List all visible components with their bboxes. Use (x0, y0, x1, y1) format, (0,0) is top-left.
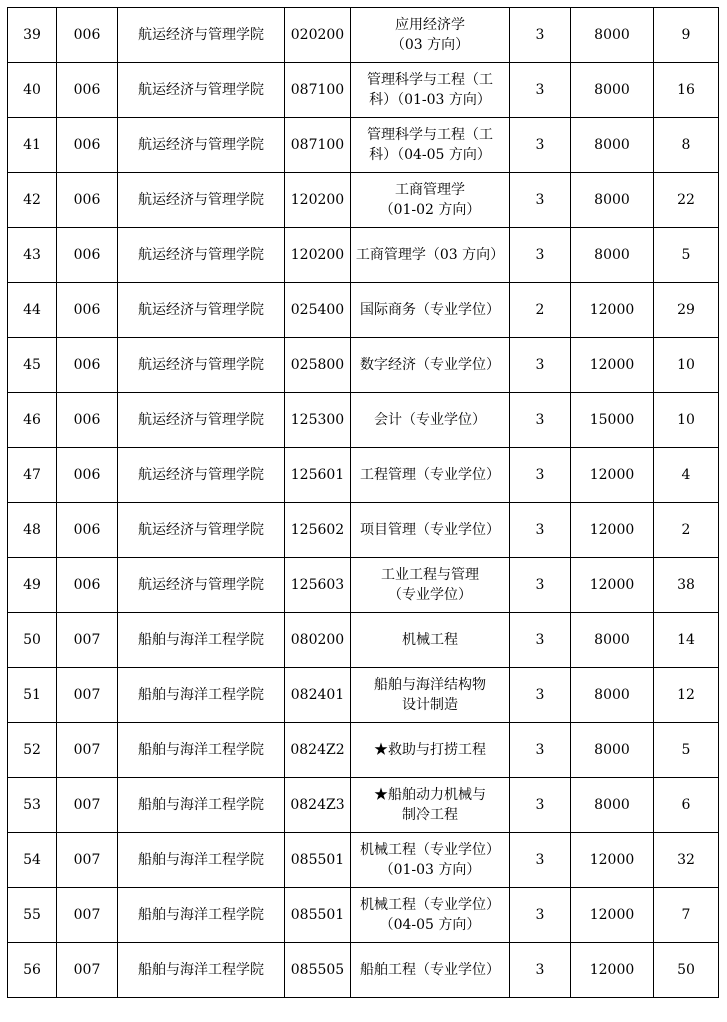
study-years-cell: 3 (510, 888, 571, 943)
major-name-line: 国际商务（专业学位） (360, 302, 500, 318)
study-years-cell: 3 (510, 8, 571, 63)
study-years-cell: 3 (510, 558, 571, 613)
major-code-cell: 025400 (285, 283, 351, 338)
tuition-fee-cell: 12000 (571, 283, 654, 338)
major-name-cell (351, 448, 510, 503)
major-code-cell: 125603 (285, 558, 351, 613)
row-number-cell: 42 (8, 173, 57, 228)
tuition-fee-cell: 8000 (571, 118, 654, 173)
major-name-line: 项目管理（专业学位） (360, 522, 500, 538)
table-row (8, 613, 719, 668)
row-number-cell: 54 (8, 833, 57, 888)
study-years-cell: 3 (510, 448, 571, 503)
table-row (8, 833, 719, 888)
table-row (8, 118, 719, 173)
study-years-cell: 3 (510, 228, 571, 283)
major-name-line: 工商管理学（03 方向） (355, 247, 505, 263)
major-name-line: （专业学位） (388, 587, 472, 603)
enrollment-quota-cell: 2 (654, 503, 719, 558)
major-name-cell (351, 283, 510, 338)
enrollment-quota-cell: 16 (654, 63, 719, 118)
row-number-cell: 52 (8, 723, 57, 778)
major-name-line: 船舶与海洋结构物 (374, 677, 486, 693)
table-row (8, 723, 719, 778)
school-name-cell: 航运经济与管理学院 (118, 8, 285, 63)
table-row (8, 448, 719, 503)
table-row (8, 888, 719, 943)
school-code-cell: 006 (57, 448, 118, 503)
major-name-cell (351, 228, 510, 283)
major-name-line: （01-02 方向） (379, 202, 481, 218)
enrollment-quota-cell: 12 (654, 668, 719, 723)
table-row (8, 338, 719, 393)
major-code-cell: 120200 (285, 173, 351, 228)
major-name-cell (351, 723, 510, 778)
major-name-line: （03 方向） (390, 37, 470, 53)
major-code-cell: 0824Z2 (285, 723, 351, 778)
major-name-cell (351, 943, 510, 998)
school-code-cell: 007 (57, 943, 118, 998)
table-row (8, 283, 719, 338)
enrollment-quota-cell: 22 (654, 173, 719, 228)
major-name-cell (351, 8, 510, 63)
school-code-cell: 007 (57, 778, 118, 833)
enrollment-quota-cell: 6 (654, 778, 719, 833)
study-years-cell: 3 (510, 63, 571, 118)
school-name-cell: 航运经济与管理学院 (118, 118, 285, 173)
enrollment-quota-cell: 10 (654, 338, 719, 393)
row-number-cell: 39 (8, 8, 57, 63)
school-code-cell: 007 (57, 888, 118, 943)
tuition-fee-cell: 8000 (571, 63, 654, 118)
school-name-cell: 航运经济与管理学院 (118, 503, 285, 558)
study-years-cell: 3 (510, 613, 571, 668)
row-number-cell: 43 (8, 228, 57, 283)
major-name-line: 应用经济学 (395, 17, 465, 33)
table-row (8, 778, 719, 833)
study-years-cell: 3 (510, 393, 571, 448)
tuition-fee-cell: 8000 (571, 8, 654, 63)
school-code-cell: 006 (57, 338, 118, 393)
major-code-cell: 085501 (285, 833, 351, 888)
major-code-cell: 020200 (285, 8, 351, 63)
school-name-cell: 航运经济与管理学院 (118, 228, 285, 283)
major-name-line: 机械工程（专业学位） (360, 842, 500, 858)
major-name-line: 制冷工程 (402, 807, 458, 823)
school-name-cell: 航运经济与管理学院 (118, 558, 285, 613)
school-code-cell: 006 (57, 283, 118, 338)
row-number-cell: 50 (8, 613, 57, 668)
study-years-cell: 3 (510, 118, 571, 173)
school-code-cell: 007 (57, 613, 118, 668)
table-row (8, 558, 719, 613)
tuition-fee-cell: 12000 (571, 888, 654, 943)
major-name-line: ★船舶动力机械与 (374, 787, 486, 803)
major-code-cell: 125601 (285, 448, 351, 503)
school-code-cell: 006 (57, 228, 118, 283)
major-code-cell: 085501 (285, 888, 351, 943)
school-name-cell: 航运经济与管理学院 (118, 63, 285, 118)
major-name-cell (351, 173, 510, 228)
table-row (8, 8, 719, 63)
school-code-cell: 007 (57, 668, 118, 723)
major-name-line: 工程管理（专业学位） (360, 467, 500, 483)
table-row (8, 228, 719, 283)
major-name-line: 管理科学与工程（工 (367, 127, 493, 143)
major-code-cell: 025800 (285, 338, 351, 393)
major-name-line: 科）（01-03 方向） (369, 92, 491, 108)
school-code-cell: 006 (57, 393, 118, 448)
major-code-cell: 085505 (285, 943, 351, 998)
table-row (8, 173, 719, 228)
tuition-fee-cell: 12000 (571, 448, 654, 503)
row-number-cell: 53 (8, 778, 57, 833)
major-name-line: 工业工程与管理 (381, 567, 479, 583)
tuition-fee-cell: 8000 (571, 723, 654, 778)
major-code-cell: 125602 (285, 503, 351, 558)
school-name-cell: 船舶与海洋工程学院 (118, 613, 285, 668)
major-name-line: 机械工程 (402, 632, 458, 648)
study-years-cell: 3 (510, 723, 571, 778)
school-code-cell: 006 (57, 558, 118, 613)
table-row (8, 63, 719, 118)
school-code-cell: 006 (57, 173, 118, 228)
row-number-cell: 44 (8, 283, 57, 338)
row-number-cell: 56 (8, 943, 57, 998)
school-code-cell: 006 (57, 118, 118, 173)
school-name-cell: 航运经济与管理学院 (118, 393, 285, 448)
row-number-cell: 55 (8, 888, 57, 943)
tuition-fee-cell: 12000 (571, 943, 654, 998)
row-number-cell: 40 (8, 63, 57, 118)
major-name-line: 管理科学与工程（工 (367, 72, 493, 88)
major-name-cell (351, 833, 510, 888)
major-code-cell: 120200 (285, 228, 351, 283)
table-body (8, 8, 719, 998)
study-years-cell: 3 (510, 338, 571, 393)
row-number-cell: 48 (8, 503, 57, 558)
table-row (8, 668, 719, 723)
major-name-line: 设计制造 (402, 697, 458, 713)
enrollment-quota-cell: 29 (654, 283, 719, 338)
enrollment-quota-cell: 10 (654, 393, 719, 448)
major-name-line: （04-05 方向） (379, 917, 481, 933)
study-years-cell: 2 (510, 283, 571, 338)
row-number-cell: 47 (8, 448, 57, 503)
school-name-cell: 航运经济与管理学院 (118, 338, 285, 393)
school-code-cell: 006 (57, 63, 118, 118)
major-name-cell (351, 393, 510, 448)
study-years-cell: 3 (510, 778, 571, 833)
school-code-cell: 007 (57, 833, 118, 888)
table-row (8, 393, 719, 448)
major-name-cell (351, 888, 510, 943)
row-number-cell: 46 (8, 393, 57, 448)
study-years-cell: 3 (510, 503, 571, 558)
tuition-fee-cell: 12000 (571, 503, 654, 558)
enrollment-quota-cell: 50 (654, 943, 719, 998)
row-number-cell: 49 (8, 558, 57, 613)
major-name-cell (351, 668, 510, 723)
major-name-cell (351, 558, 510, 613)
school-name-cell: 船舶与海洋工程学院 (118, 723, 285, 778)
major-code-cell: 082401 (285, 668, 351, 723)
major-name-line: 机械工程（专业学位） (360, 897, 500, 913)
tuition-fee-cell: 8000 (571, 228, 654, 283)
major-name-line: 数字经济（专业学位） (360, 357, 500, 373)
major-name-cell (351, 63, 510, 118)
study-years-cell: 3 (510, 668, 571, 723)
tuition-fee-cell: 8000 (571, 173, 654, 228)
school-name-cell: 船舶与海洋工程学院 (118, 833, 285, 888)
enrollment-quota-cell: 5 (654, 723, 719, 778)
major-name-line: 科）（04-05 方向） (369, 147, 491, 163)
major-name-line: 船舶工程（专业学位） (360, 962, 500, 978)
major-code-cell: 125300 (285, 393, 351, 448)
study-years-cell: 3 (510, 943, 571, 998)
school-code-cell: 006 (57, 503, 118, 558)
study-years-cell: 3 (510, 833, 571, 888)
tuition-fee-cell: 12000 (571, 338, 654, 393)
enrollment-quota-cell: 8 (654, 118, 719, 173)
school-name-cell: 船舶与海洋工程学院 (118, 778, 285, 833)
school-name-cell: 航运经济与管理学院 (118, 283, 285, 338)
enrollment-quota-cell: 9 (654, 8, 719, 63)
tuition-fee-cell: 12000 (571, 558, 654, 613)
table-row (8, 503, 719, 558)
school-name-cell: 船舶与海洋工程学院 (118, 668, 285, 723)
tuition-fee-cell: 8000 (571, 668, 654, 723)
enrollment-quota-cell: 4 (654, 448, 719, 503)
study-years-cell: 3 (510, 173, 571, 228)
row-number-cell: 45 (8, 338, 57, 393)
enrollment-quota-cell: 7 (654, 888, 719, 943)
table-row (8, 943, 719, 998)
major-name-cell (351, 338, 510, 393)
tuition-fee-cell: 15000 (571, 393, 654, 448)
major-name-line: （01-03 方向） (379, 862, 481, 878)
enrollment-quota-cell: 14 (654, 613, 719, 668)
major-name-line: 工商管理学 (395, 182, 465, 198)
tuition-fee-cell: 12000 (571, 833, 654, 888)
enrollment-quota-cell: 5 (654, 228, 719, 283)
row-number-cell: 41 (8, 118, 57, 173)
major-code-cell: 0824Z3 (285, 778, 351, 833)
school-name-cell: 船舶与海洋工程学院 (118, 888, 285, 943)
major-name-line: ★救助与打捞工程 (374, 742, 486, 758)
major-code-cell: 080200 (285, 613, 351, 668)
school-name-cell: 船舶与海洋工程学院 (118, 943, 285, 998)
major-name-cell (351, 118, 510, 173)
enrollment-quota-cell: 32 (654, 833, 719, 888)
school-code-cell: 007 (57, 723, 118, 778)
school-name-cell: 航运经济与管理学院 (118, 173, 285, 228)
major-code-cell: 087100 (285, 63, 351, 118)
major-name-cell (351, 778, 510, 833)
major-name-cell (351, 613, 510, 668)
enrollment-table (7, 7, 719, 998)
row-number-cell: 51 (8, 668, 57, 723)
tuition-fee-cell: 8000 (571, 613, 654, 668)
major-name-line: 会计（专业学位） (374, 412, 486, 428)
school-code-cell: 006 (57, 8, 118, 63)
school-name-cell: 航运经济与管理学院 (118, 448, 285, 503)
major-name-cell (351, 503, 510, 558)
major-code-cell: 087100 (285, 118, 351, 173)
enrollment-quota-cell: 38 (654, 558, 719, 613)
tuition-fee-cell: 8000 (571, 778, 654, 833)
